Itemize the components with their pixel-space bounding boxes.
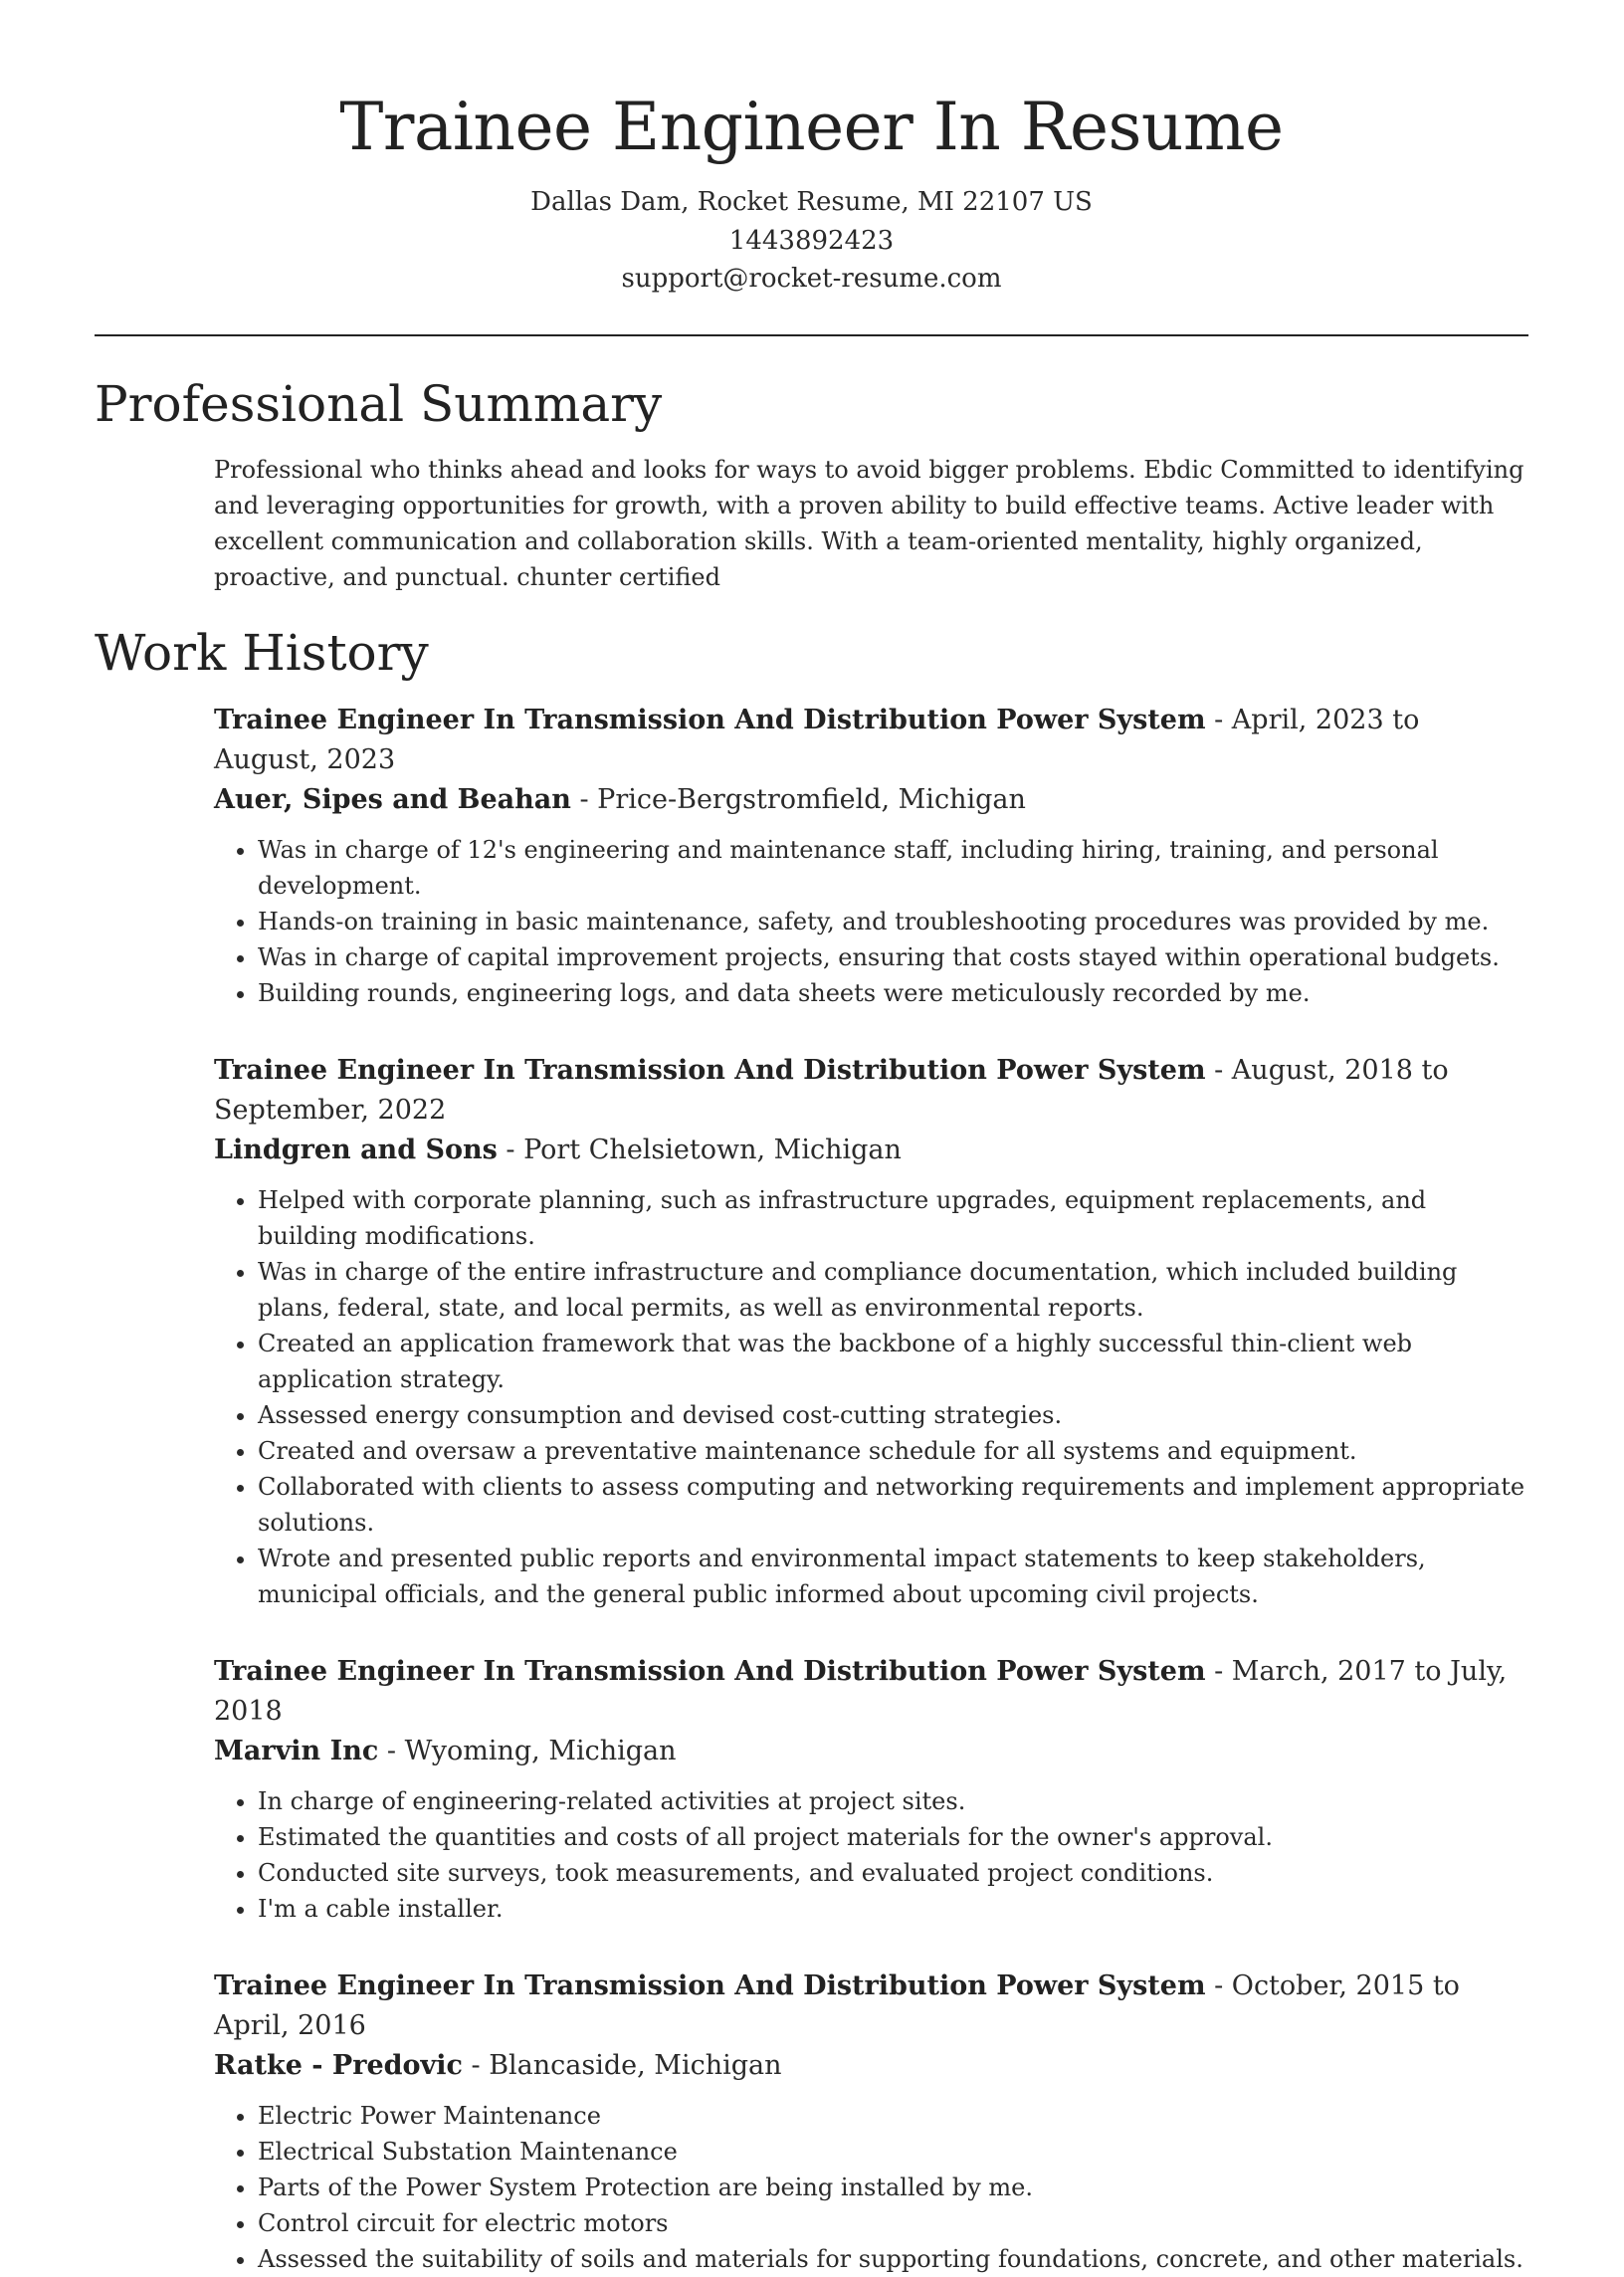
job-location: - Blancaside, Michigan <box>462 2049 782 2081</box>
job-bullet: • Estimated the quantities and costs of all project materials for the owner's approval. <box>258 1819 1528 1855</box>
summary-text: Professional who thinks ahead and looks for ways to avoid bigger problems. Ebdic Committed to identifying and leveraging opportunities for growth, with a proven ability to build effective teams. Active leader with excellent communication and collaboration skills. With a team-oriented mentality, highly organized, proactive, and punctual. chunter certified <box>214 455 1524 591</box>
job-bullet: • Parts of the Power System Protection are being installed by me. <box>258 2170 1528 2205</box>
job-entry <box>214 1652 1528 1927</box>
job-bullet: • Created and oversaw a preventative maintenance schedule for all systems and equipment. <box>258 1433 1528 1469</box>
job-bullet: • Assessed energy consumption and devised cost-cutting strategies. <box>258 1397 1528 1433</box>
job-dates: - March, 2017 to July, 2018 <box>214 1655 1508 1727</box>
contact-info <box>95 183 1528 299</box>
job-title-line <box>214 1051 1528 1131</box>
job-location: - Wyoming, Michigan <box>378 1735 677 1766</box>
job-bullet: • Assessed the suitability of soils and materials for supporting foundations, concrete, and other materials. <box>258 2241 1528 2277</box>
job-location: - Port Chelsietown, Michigan <box>497 1134 902 1165</box>
job-role: Trainee Engineer In Transmission And Distribution Power System <box>214 1655 1206 1687</box>
job-bullet: • Conducted site surveys, took measurements, and evaluated project conditions. <box>258 1855 1528 1891</box>
job-bullets <box>214 1783 1528 1927</box>
job-entry <box>214 701 1528 1011</box>
header-divider <box>95 334 1528 336</box>
job-entry <box>214 1051 1528 1612</box>
resume-page <box>95 0 1528 2273</box>
job-bullet: • Hands-on training in basic maintenance, safety, and troubleshooting procedures was provided by me. <box>258 904 1528 939</box>
job-role: Trainee Engineer In Transmission And Distribution Power System <box>214 1969 1206 2001</box>
job-title-line <box>214 1652 1528 1732</box>
job-bullets <box>214 2098 1528 2277</box>
job-company: Auer, Sipes and Beahan <box>214 783 571 815</box>
job-title-line <box>214 701 1528 780</box>
job-company-line <box>214 780 1528 820</box>
job-bullet: • In charge of engineering-related activities at project sites. <box>258 1783 1528 1819</box>
job-bullet: • Electric Power Maintenance <box>258 2098 1528 2134</box>
job-company-line <box>214 2046 1528 2086</box>
job-dates: - April, 2023 to August, 2023 <box>214 704 1420 775</box>
job-dates: - October, 2015 to April, 2016 <box>214 1969 1460 2041</box>
job-role: Trainee Engineer In Transmission And Distribution Power System <box>214 1054 1206 1086</box>
resume-header <box>95 0 1528 299</box>
job-bullet: • Electrical Substation Maintenance <box>258 2134 1528 2170</box>
job-bullet: • Control circuit for electric motors <box>258 2205 1528 2241</box>
job-title-line <box>214 1966 1528 2046</box>
summary-heading: Professional Summary <box>95 374 663 433</box>
contact-address: Dallas Dam, Rocket Resume, MI 22107 US <box>530 187 1093 217</box>
job-company-line <box>214 1732 1528 1771</box>
job-bullet: • Helped with corporate planning, such as infrastructure upgrades, equipment replacements, and building modifications. <box>258 1182 1528 1254</box>
job-dates: - August, 2018 to September, 2022 <box>214 1054 1449 1126</box>
job-bullets <box>214 1182 1528 1612</box>
work-history-heading: Work History <box>95 623 429 682</box>
job-location: - Price-Bergstromfield, Michigan <box>570 783 1026 815</box>
job-bullet: • Was in charge of capital improvement projects, ensuring that costs stayed within operational budgets. <box>258 939 1528 975</box>
job-bullet: • Collaborated with clients to assess computing and networking requirements and implement appropriate solutions. <box>258 1469 1528 1541</box>
contact-email: support@rocket-resume.com <box>621 264 1002 294</box>
job-entry <box>214 1966 1528 2277</box>
job-company: Marvin Inc <box>214 1735 379 1766</box>
job-bullet: • Was in charge of the entire infrastructure and compliance documentation, which included building plans, federal, state, and local permits, as well as environmental reports. <box>258 1254 1528 1326</box>
job-company: Ratke - Predovic <box>214 2049 463 2081</box>
job-bullet: • Created an application framework that was the backbone of a highly successful thin-client web application strategy. <box>258 1326 1528 1397</box>
job-bullets <box>214 832 1528 1011</box>
job-company-line <box>214 1131 1528 1170</box>
job-company: Lindgren and Sons <box>214 1134 498 1165</box>
resume-title: Trainee Engineer In Resume <box>339 89 1284 165</box>
job-bullet: • Building rounds, engineering logs, and data sheets were meticulously recorded by me. <box>258 975 1528 1011</box>
job-role: Trainee Engineer In Transmission And Distribution Power System <box>214 704 1206 735</box>
job-bullet: • Wrote and presented public reports and environmental impact statements to keep stakeholders, municipal officials, and the general public informed about upcoming civil projects. <box>258 1541 1528 1612</box>
contact-phone: 1443892423 <box>728 225 895 256</box>
job-bullet: • I'm a cable installer. <box>258 1891 1528 1927</box>
job-bullet: • Was in charge of 12's engineering and maintenance staff, including hiring, training, and personal development. <box>258 832 1528 904</box>
